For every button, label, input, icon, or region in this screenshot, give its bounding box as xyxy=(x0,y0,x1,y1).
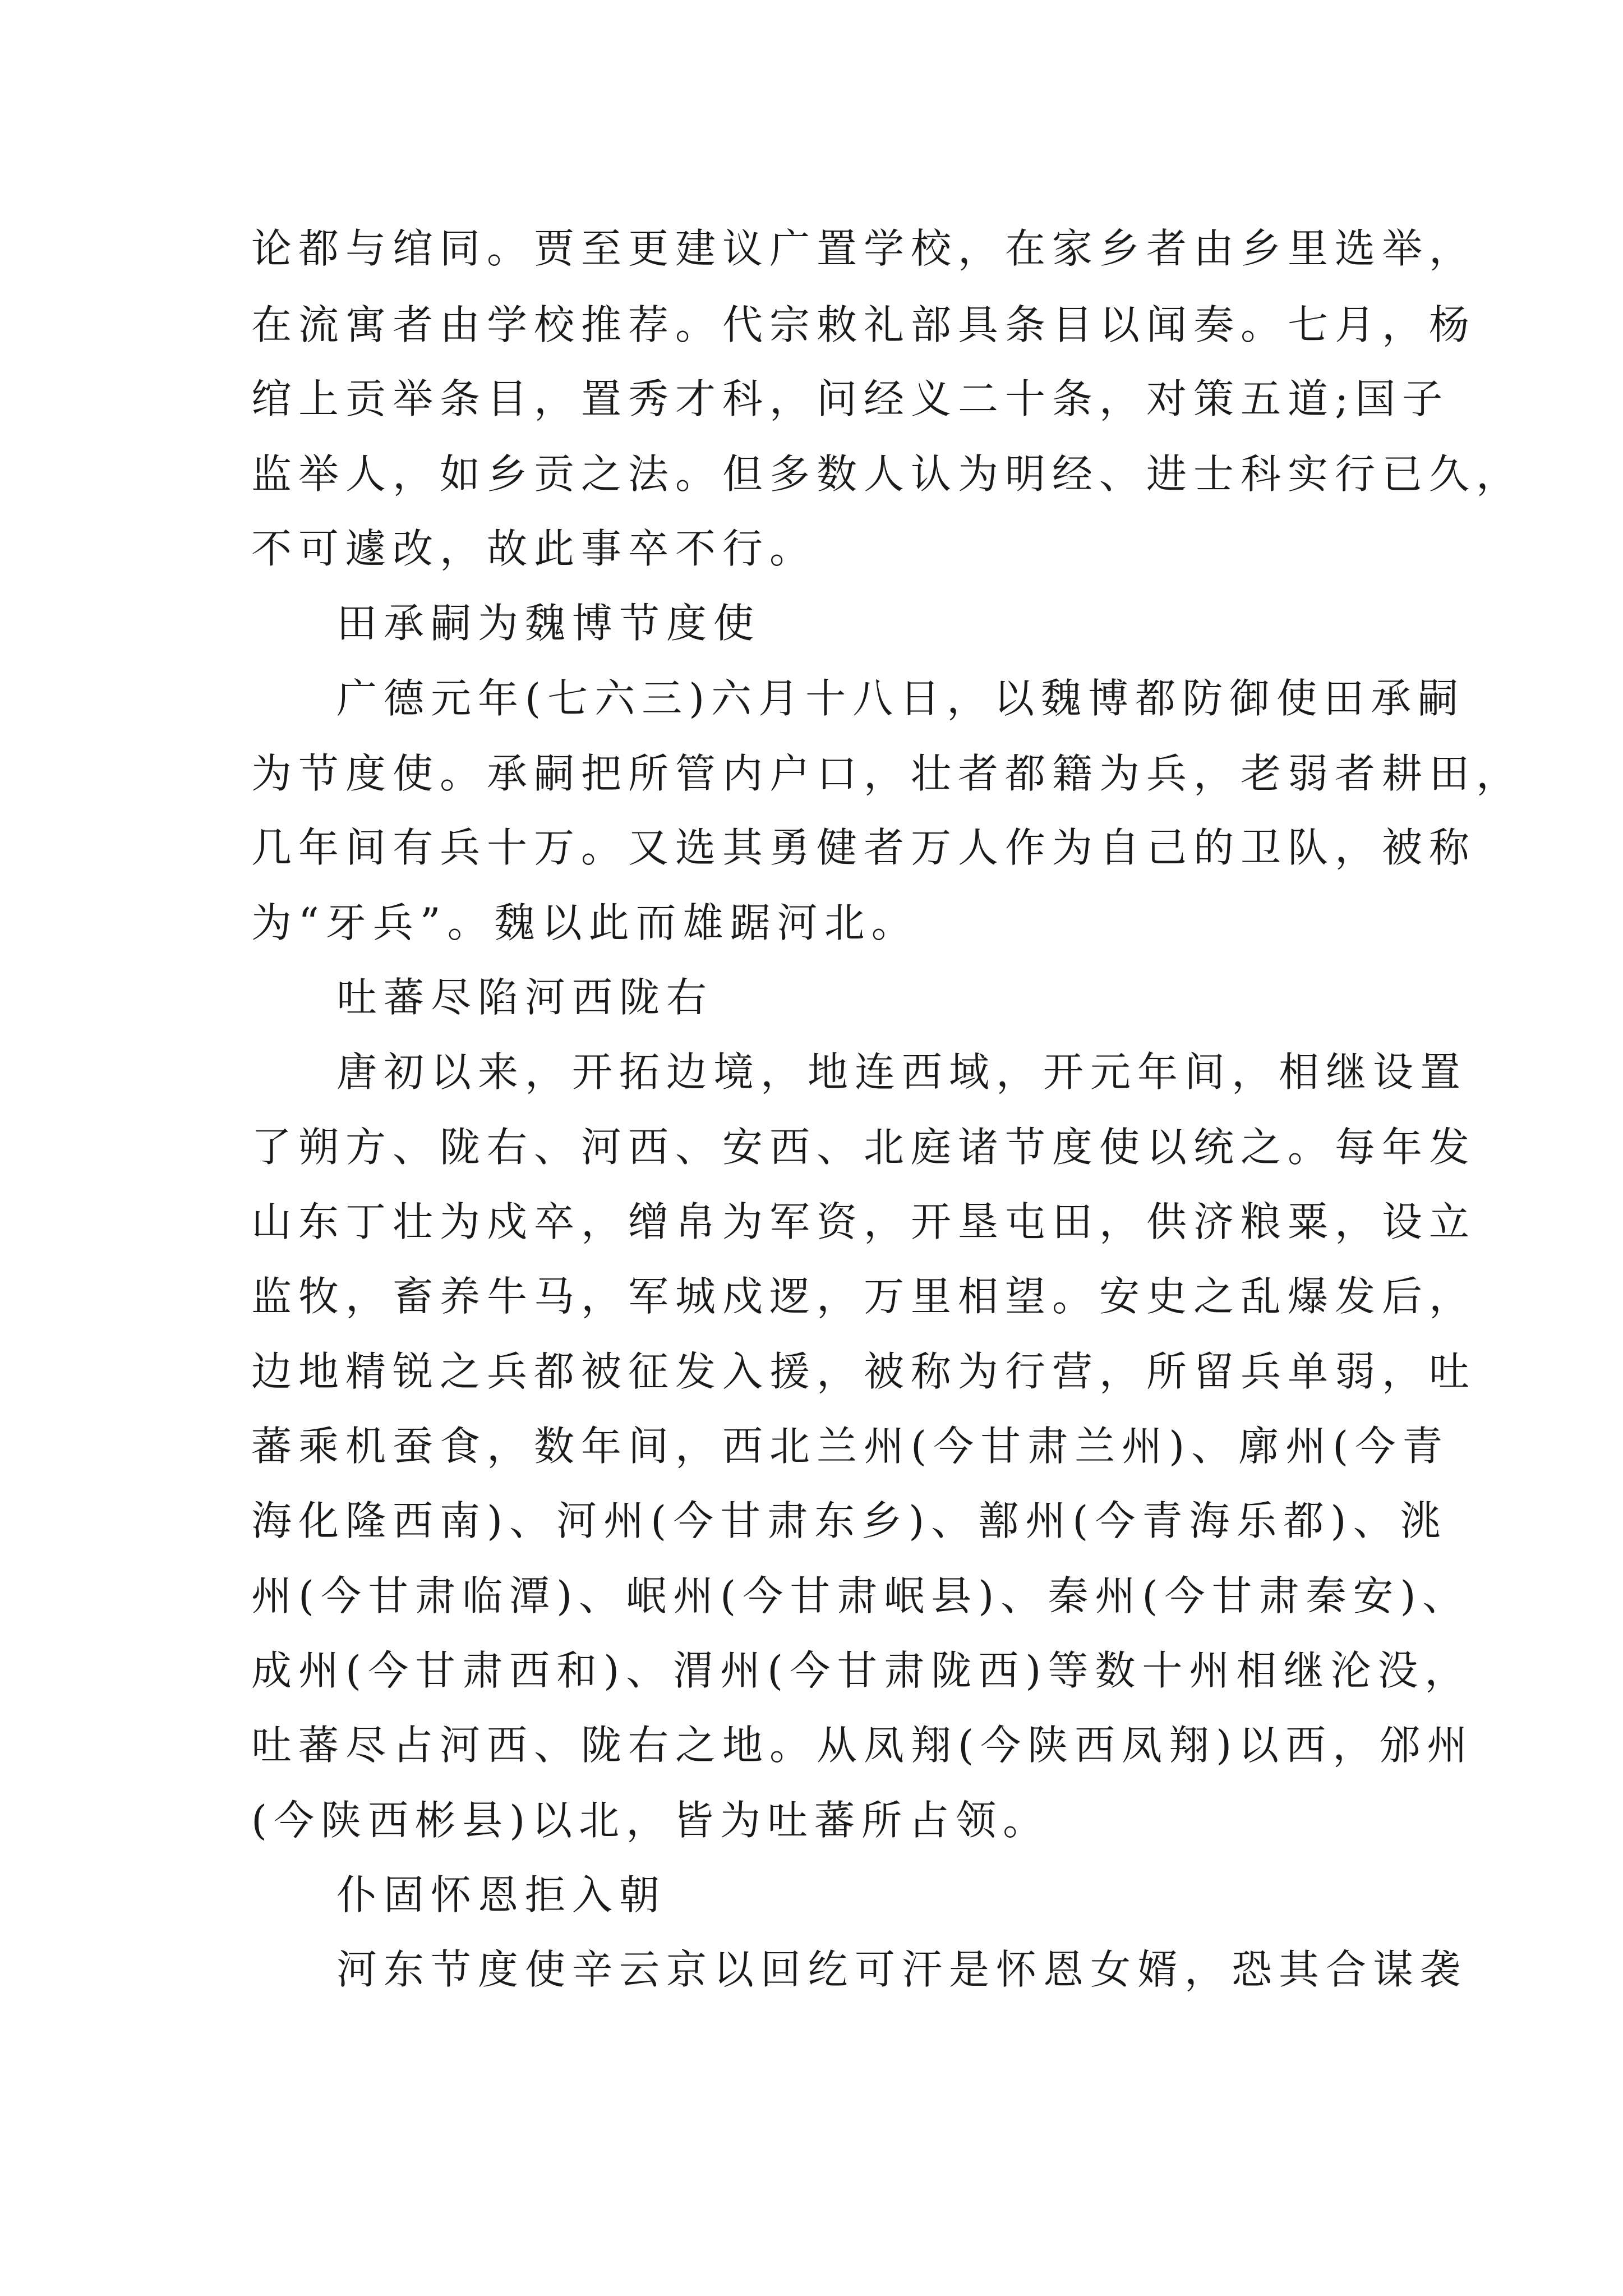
text-line: 为“牙兵”。魏以此而雄踞河北。 xyxy=(251,899,919,946)
text-line: 监举人，如乡贡之法。但多数人认为明经、进士科实行已久， xyxy=(251,450,1524,498)
text-line: 海化隆西南)、河州(今甘肃东乡)、鄯州(今青海乐都)、洮 xyxy=(251,1497,1447,1544)
text-line: 成州(今甘肃西和)、渭州(今甘肃陇西)等数十州相继沦没， xyxy=(251,1647,1472,1694)
text-line: 河东节度使辛云京以回纥可汗是怀恩女婿，恐其合谋袭 xyxy=(336,1946,1468,1993)
text-line: 蕃乘机蚕食，数年间，西北兰州(今甘肃兰州)、廓州(今青 xyxy=(251,1423,1450,1470)
text-line: 广德元年(七六三)六月十八日，以魏博都防御使田承嗣 xyxy=(336,675,1465,722)
text-line: (今陕西彬县)以北，皆为吐蕃所占领。 xyxy=(251,1797,1050,1844)
section-heading: 吐蕃尽陷河西陇右 xyxy=(336,974,714,1021)
text-line: 几年间有兵十万。又选其勇健者万人作为自己的卫队，被称 xyxy=(251,824,1477,871)
text-line: 山东丁壮为戍卒，缯帛为军资，开垦屯田，供济粮粟，设立 xyxy=(251,1198,1477,1245)
text-line: 吐蕃尽占河西、陇右之地。从凤翔(今陕西凤翔)以西，邠州 xyxy=(251,1722,1474,1769)
text-line: 监牧，畜养牛马，军城戍逻，万里相望。安史之乱爆发后， xyxy=(251,1273,1477,1320)
section-heading: 仆固怀恩拒入朝 xyxy=(336,1871,667,1918)
section-heading: 田承嗣为魏博节度使 xyxy=(336,600,761,647)
text-line: 唐初以来，开拓边境，地连西域，开元年间，相继设置 xyxy=(336,1048,1468,1096)
text-line: 在流寓者由学校推荐。代宗敕礼部具条目以闻奏。七月，杨 xyxy=(251,301,1477,348)
text-line: 为节度使。承嗣把所管内户口，壮者都籍为兵，老弱者耕田， xyxy=(251,750,1524,797)
text-line: 边地精锐之兵都被征发入援，被称为行营，所留兵单弱，吐 xyxy=(251,1348,1477,1395)
text-line: 州(今甘肃临潭)、岷州(今甘肃岷县)、秦州(今甘肃秦安)、 xyxy=(251,1572,1470,1619)
text-line: 了朔方、陇右、河西、安西、北庭诸节度使以统之。每年发 xyxy=(251,1124,1477,1171)
text-line: 绾上贡举条目，置秀才科，问经义二十条，对策五道;国子 xyxy=(251,375,1450,422)
text-line: 论都与绾同。贾至更建议广置学校，在家乡者由乡里选举， xyxy=(251,225,1477,272)
text-line: 不可遽改，故此事卒不行。 xyxy=(251,525,817,572)
